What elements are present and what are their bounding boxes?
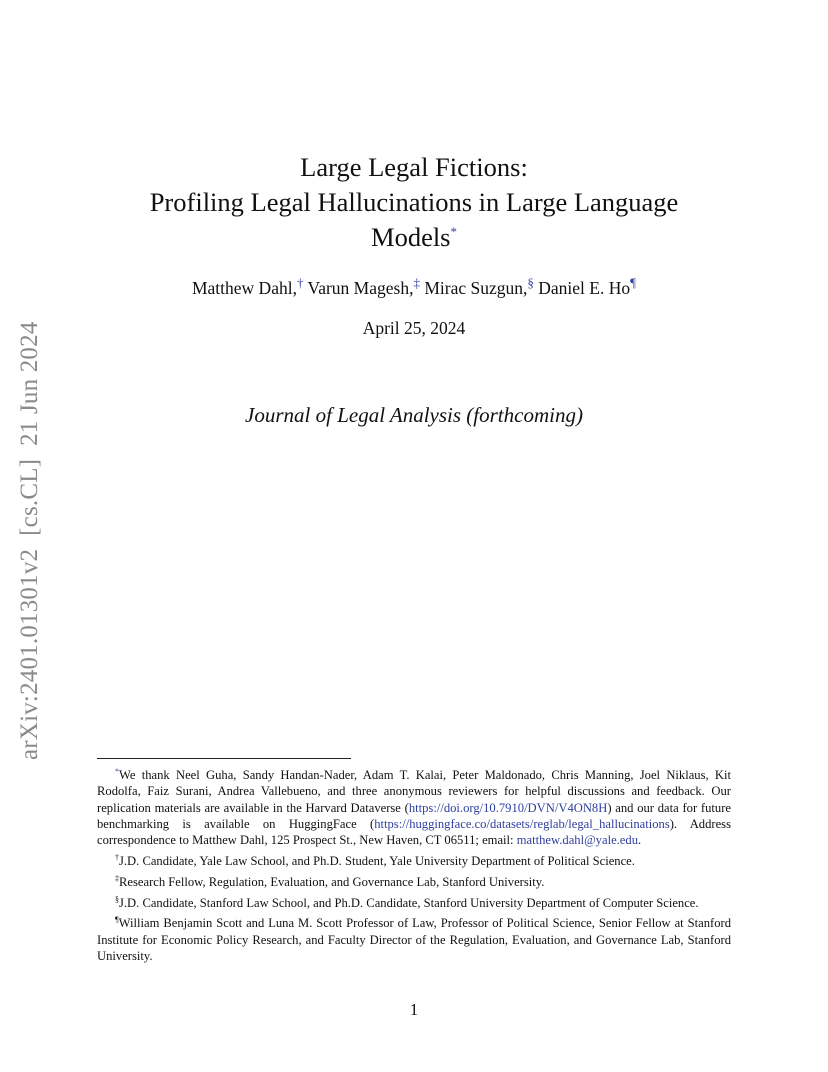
huggingface-link[interactable]: https://huggingface.co/datasets/reglab/legal_hallucinations [374,816,670,831]
footnote-mark: ¶ [115,915,119,925]
title-line-3 [100,220,728,255]
author-list [100,275,728,299]
author-name: Varun Magesh, [307,278,414,298]
author-footnote-link[interactable]: ¶ [630,275,637,291]
dataverse-link[interactable]: https://doi.org/10.7910/DVN/V4ON8H [408,800,608,815]
footnote-mark: † [115,852,119,862]
footnote-ho [97,915,731,964]
footnote-dahl [97,853,731,869]
footnote-divider [97,758,351,759]
footnote-acknowledgements [97,767,731,848]
footnote-text: William Benjamin Scott and Luna M. Scott Professor of Law, Professor of Political Science, Senior Fellow at Stanford Institute for Economic Policy Research, and Faculty Director of the Regulation, Evaluation, and Governance Lab, Stanford University. [97,916,731,963]
title-line-2: Profiling Legal Hallucinations in Large Language [149,187,679,217]
title-footnote-link[interactable]: * [450,224,457,240]
email-link[interactable]: matthew.dahl@yale.edu [516,833,638,848]
footnotes [97,767,731,969]
footnote-mark: ‡ [115,873,119,883]
footnote-text: J.D. Candidate, Stanford Law School, and Ph.D. Candidate, Stanford University Department of Computer Science. [119,895,699,910]
title-line-1: Large Legal Fictions: [300,152,528,182]
footnote-text: . [638,833,642,848]
author-name: Mirac Suzgun, [424,278,528,298]
author-footnote-link[interactable]: † [296,275,304,291]
footnote-text: ). Address correspondence to Matthew Dahl, 125 Prospect St., New Haven, CT 06511; email: [97,816,731,848]
paper-title [100,150,728,255]
page-number: 1 [409,1000,419,1019]
footnote-suzgun [97,895,731,911]
author-name: Matthew Dahl, [191,278,297,298]
journal-venue: Journal of Legal Analysis (forthcoming) [245,403,583,427]
author-footnote-link[interactable]: § [527,275,534,291]
footnote-text: ) and our data for future benchmarking is available on HuggingFace ( [97,800,731,831]
footnote-magesh [97,874,731,890]
author-footnote-link[interactable]: ‡ [413,275,420,291]
publication-date: April 25, 2024 [362,318,466,338]
footnote-mark: * [115,766,119,776]
footnote-text: J.D. Candidate, Yale Law School, and Ph.D. Student, Yale University Department of Political Science. [119,853,635,868]
footnote-text: We thank Neel Guha, Sandy Handan-Nader, Adam T. Kalai, Peter Maldonado, Chris Manning, Joel Niklaus, Kit Rodolfa, Faiz Surani, Andrea Vallebueno, and three anonymous reviewers for helpful discussions and feedback. Our replication materials are available in the Harvard Dataverse ( [97,768,731,815]
arxiv-identifier-stamp: arXiv:2401.01301v2 [cs.CL] 21 Jun 2024 [16,321,43,760]
footnote-text: Research Fellow, Regulation, Evaluation, and Governance Lab, Stanford University. [119,874,545,889]
author-name: Daniel E. Ho [538,278,631,298]
title-line-3-text: Models [371,222,451,252]
footnote-mark: § [115,894,119,904]
